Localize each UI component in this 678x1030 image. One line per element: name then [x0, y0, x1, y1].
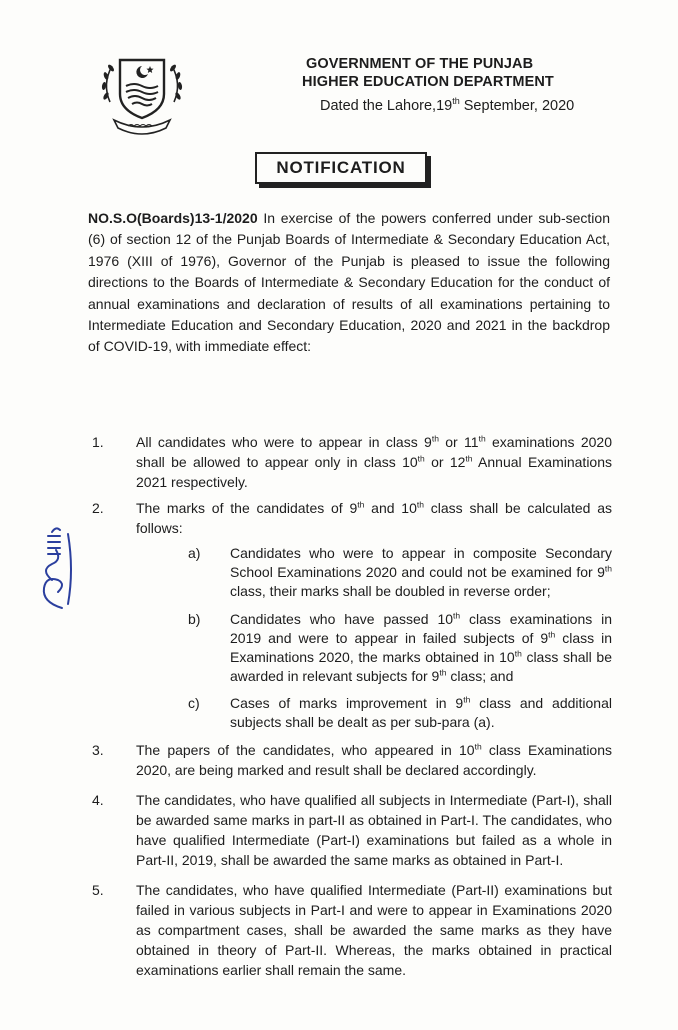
- text-run: class examinations in 2019 and were to appear in failed subjects of 9: [230, 611, 612, 646]
- item-number: 4.: [92, 792, 104, 808]
- date-prefix: Dated the Lahore,19: [320, 97, 453, 114]
- sup-run: th: [474, 741, 482, 752]
- sub-item-letter: b): [188, 611, 201, 627]
- text-run: class shall be calculated as follows:: [136, 500, 613, 536]
- header-line-1: GOVERNMENT OF THE PUNJAB: [306, 56, 534, 72]
- date-line: [320, 96, 574, 114]
- item-text: [136, 498, 612, 538]
- text-run: The marks of the candidates of 9: [136, 500, 358, 516]
- text-run: Candidates who have passed 10: [230, 611, 454, 627]
- text-run: or 11: [438, 434, 479, 450]
- sup-run: th: [453, 610, 461, 621]
- text-run: The candidates, who have qualified all subjects in Intermediate (Part-I), shall be awarded same marks in part-II as obtained in Part-I. The candidates, who have qualified Intermediate (Part-I) examinations but failed as a whole in Part-II, 2019, shall be awarded the same marks as obtained in Part-I.: [136, 792, 612, 868]
- sup-run: th: [439, 667, 447, 678]
- sup-run: th: [514, 648, 522, 659]
- text-run: class Examinations 2020, are being marked and result shall be declared accordingly.: [136, 742, 613, 778]
- text-run: class and additional subjects shall be dealt as per sub-para (a).: [230, 695, 612, 730]
- text-run: class, their marks shall be doubled in reverse order;: [230, 583, 551, 599]
- header-line-2: HIGHER EDUCATION DEPARTMENT: [302, 74, 554, 90]
- text-run: class in Examinations 2020, the marks obtained in 10: [230, 630, 612, 665]
- text-run: and 10: [364, 500, 417, 516]
- sub-item-letter: c): [188, 695, 200, 711]
- sup-run: th: [357, 499, 365, 510]
- sub-item-text: [230, 544, 612, 601]
- item-number: 5.: [92, 882, 104, 898]
- reference-number: NO.S.O(Boards)13-1/2020: [88, 210, 258, 226]
- item-text: [136, 432, 612, 492]
- sup-run: th: [417, 453, 425, 464]
- text-run: or 12: [424, 454, 466, 470]
- sup-run: th: [548, 629, 556, 640]
- sub-item-text: [230, 694, 612, 732]
- intro-text: In exercise of the powers conferred under sub-section (6) of section 12 of the Punjab Boards of Intermediate & Secondary Education Act, 1976 (XIII of 1976), Governor of the Punjab is pleased to issue the following directions to the Boards of Intermediate & Secondary Education for the conduct of annual examinations and declaration of results of all examinations pertaining to Intermediate Education and Secondary Education, 2020 and 2021 in the backdrop of COVID-19, with immediate effect:: [88, 210, 610, 355]
- text-run: All candidates who were to appear in class 9: [136, 434, 432, 450]
- text-run: Candidates who were to appear in composite Secondary School Examinations 2020 and could not be examined for 9: [230, 545, 612, 580]
- sup-run: th: [465, 453, 473, 464]
- signature-mark: [22, 520, 82, 612]
- item-number: 2.: [92, 500, 104, 516]
- sup-run: th: [463, 694, 471, 705]
- sub-item-letter: a): [188, 545, 201, 561]
- item-number: 3.: [92, 742, 104, 758]
- item-text: [136, 790, 612, 870]
- sup-run: th: [431, 433, 439, 444]
- text-run: The papers of the candidates, who appeared in 10: [136, 742, 475, 758]
- department-header: [302, 55, 626, 91]
- sup-run: th: [478, 433, 486, 444]
- punjab-emblem-icon: [96, 44, 188, 136]
- text-run: examinations 2020 shall be allowed to appear only in class 10: [136, 434, 612, 470]
- item-text: [136, 740, 612, 780]
- notification-title: NOTIFICATION: [255, 152, 427, 184]
- text-run: Cases of marks improvement in 9: [230, 695, 464, 711]
- intro-paragraph: [88, 208, 610, 358]
- text-run: The candidates, who have qualified Intermediate (Part-II) examinations but failed in various subjects in Part-I and were to appear in Examinations 2020 as compartment cases, shall be awarded the same marks as they have obtained in theory of Part-II. Whereas, the marks obtained in practical examinations earlier shall remain the same.: [136, 882, 612, 978]
- text-run: Annual Examinations 2021 respectively.: [136, 454, 613, 490]
- text-run: class shall be awarded in relevant subjects for 9: [230, 649, 612, 684]
- sup-run: th: [416, 499, 424, 510]
- text-run: class; and: [446, 668, 514, 684]
- item-text: [136, 880, 612, 980]
- date-sup: th: [452, 96, 460, 106]
- date-suffix: September, 2020: [459, 97, 575, 114]
- item-number: 1.: [92, 434, 104, 450]
- sup-run: th: [604, 563, 612, 574]
- sub-item-text: [230, 610, 612, 686]
